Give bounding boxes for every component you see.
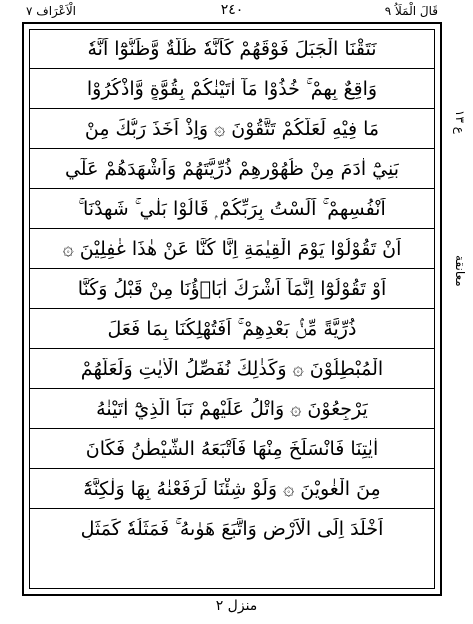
text-line (29, 269, 435, 309)
text-line (29, 429, 435, 469)
text-line (29, 509, 435, 549)
line-text: اٰيٰتِنَا فَانْسَلَخَ مِنْهَا فَاَتْبَعَهُ الشَّيْطٰنُ فَكَانَ (85, 437, 379, 460)
text-line (29, 149, 435, 189)
page-number: ٢٤٠ (220, 2, 244, 18)
text-line (29, 189, 435, 229)
manzil-footer: منزل ٢ (215, 598, 258, 614)
text-line (29, 349, 435, 389)
text-line (29, 469, 435, 509)
line-text: الْمُبْطِلُوْنَ ۞ وَكَذٰلِكَ نُفَصِّلُ الْاٰيٰتِ وَلَعَلَّهُمْ (80, 357, 384, 380)
text-line (29, 109, 435, 149)
text-line (29, 229, 435, 269)
header-juz-name: قَالَ الْمَلَاُ ٩ (384, 4, 438, 18)
text-line (29, 309, 435, 349)
line-text: بَنِيْٓ اٰدَمَ مِنْ ظُهُوْرِهِمْ ذُرِّيَّتَهُمْ وَاَشْهَدَهُمْ عَلٰٓي (64, 157, 400, 180)
line-text: اَوْ تَقُوْلُوْٓا اِنَّمَآ اَشْرَكَ اٰبَاۗؤُنَا مِنْ قَبْلُ وَكُنَّا (77, 277, 387, 300)
text-block (29, 29, 435, 589)
line-text: اَنْفُسِهِمْ ۚ اَلَسْتُ بِرَبِّكُمْ ۭ قَالُوْا بَلٰي ۚ شَهِدْنَا ۚ (78, 197, 386, 220)
text-line (29, 389, 435, 429)
line-text: نَتَقْنَا الْجَبَلَ فَوْقَهُمْ كَاَنَّهٗ ظُلَّةٌ وَّظَنُّوْٓا اَنَّهٗ (87, 37, 377, 60)
margin-ruku-marker: ع ١٣ (453, 110, 467, 134)
line-text: مِنَ الْغٰوِيْنَ ۞ وَلَوْ شِئْنَا لَرَفَعْنٰهُ بِهَا وَلٰكِنَّهٗٓ (83, 477, 381, 500)
line-text: اَخْلَدَ اِلَى الْاَرْضِ وَاتَّبَعَ هَوٰىهُ ۚ فَمَثَلُهٗ كَمَثَلِ (80, 518, 384, 540)
line-text: اَنْ تَقُوْلُوْا يَوْمَ الْقِيٰمَةِ اِنَّا كُنَّا عَنْ هٰذَا غٰفِلِيْنَ ۞ (62, 237, 402, 260)
line-text: مَا فِيْهِ لَعَلَّكُمْ تَتَّقُوْنَ ۞ وَاِذْ اَخَذَ رَبُّكَ مِنْ (84, 117, 380, 140)
line-text: ذُرِّيَّةً مِّنْۢ بَعْدِهِمْ ۚ اَفَتُهْلِكُنَا بِمَا فَعَلَ (107, 317, 357, 340)
text-line (29, 29, 435, 69)
text-line (29, 69, 435, 109)
header-surah-name: الْاَعْرَاف ٧ (26, 4, 76, 18)
line-text: يَرْجِعُوْنَ ۞ وَاتْلُ عَلَيْهِمْ نَبَاَ الَّذِيْٓ اٰتَيْنٰهُ (96, 397, 368, 420)
line-text: وَاقِعٌ بِهِمْ ۚ خُذُوْا مَآ اٰتَيْنٰكُمْ بِقُوَّةٍ وَّاذْكُرُوْا (86, 77, 378, 100)
margin-muanaqah-note: معانقة (453, 255, 467, 287)
